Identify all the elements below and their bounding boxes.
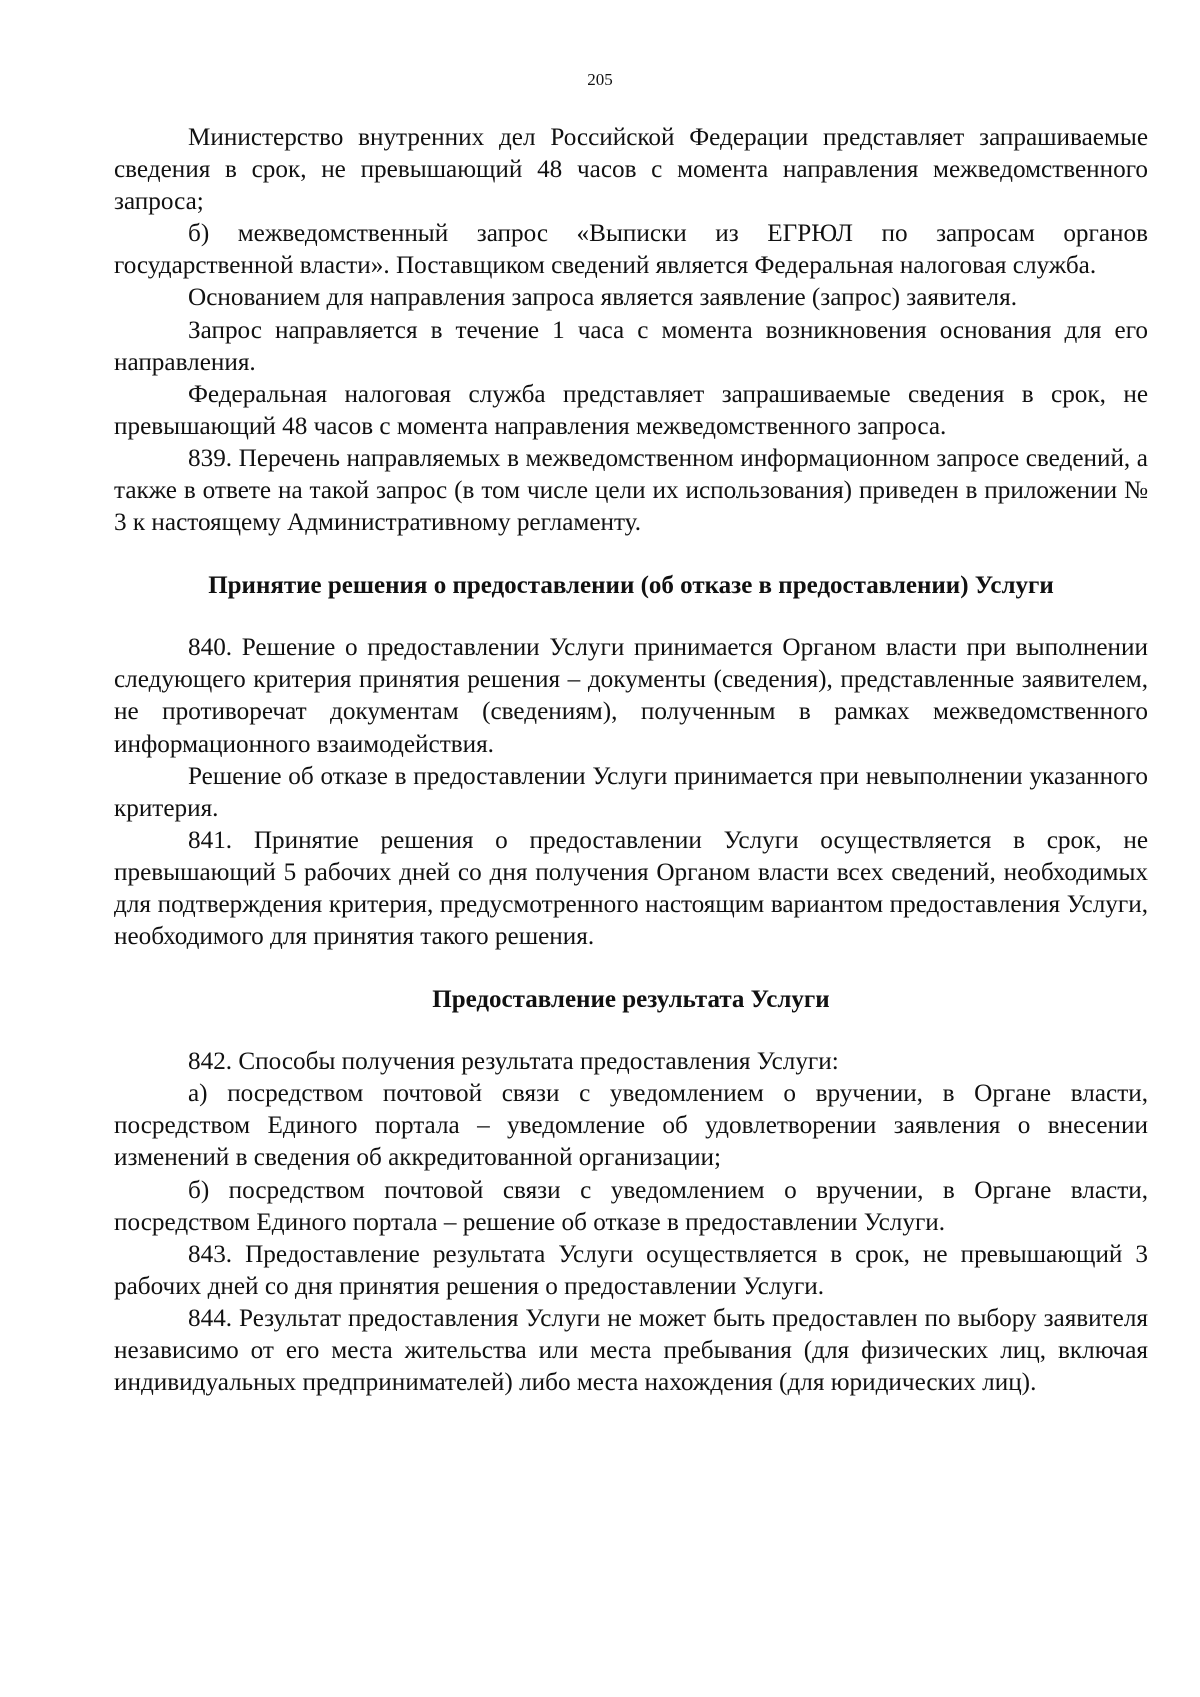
section-heading-result: Предоставление результата Услуги xyxy=(432,986,830,1014)
paragraph: б) межведомственный запрос «Выписки из ЕГРЮЛ по запросам органов государственной власти». Поставщиком сведений является Федеральная налоговая служба. xyxy=(114,220,1148,280)
paragraph: 839. Перечень направляемых в межведомственном информационном запросе сведений, а также в ответе на такой запрос (в том числе цели их использования) приведен в приложении № 3 к настоящему Административному регламенту. xyxy=(114,444,1148,537)
paragraph: Основанием для направления запроса является заявление (запрос) заявителя. xyxy=(188,284,1017,312)
paragraph: 840. Решение о предоставлении Услуги принимается Органом власти при выполнении следующего критерия принятия решения – документы (сведения), представленные заявителем, не противоречат документам (сведениям), полученным в рамках межведомственного информационного взаимодействия. xyxy=(114,634,1148,758)
paragraph: а) посредством почтовой связи с уведомлением о вручении, в Органе власти, посредством Единого портала – уведомление об удовлетворении заявления о внесении изменений в сведения об аккредитованной организации; xyxy=(114,1080,1148,1172)
paragraph: Запрос направляется в течение 1 часа с момента возникновения основания для его направления. xyxy=(114,316,1148,376)
section-heading-decision: Принятие решения о предоставлении (об отказе в предоставлении) Услуги xyxy=(208,572,1054,600)
paragraph: 841. Принятие решения о предоставлении Услуги осуществляется в срок, не превышающий 5 рабочих дней со дня получения Органом власти всех сведений, необходимых для подтверждения критерия, предусмотренного настоящим вариантом предоставления Услуги, необходимого для принятия такого решения. xyxy=(114,826,1148,951)
paragraph: 844. Результат предоставления Услуги не может быть предоставлен по выбору заявителя независимо от его места жительства или места пребывания (для физических лиц, включая индивидуальных предпринимателей) либо места нахождения (для юридических лиц). xyxy=(114,1304,1148,1397)
paragraph: Министерство внутренних дел Российской Федерации представляет запрашиваемые сведения в срок, не превышающий 48 часов с момента направления межведомственного запроса; xyxy=(114,124,1148,216)
paragraph: Решение об отказе в предоставлении Услуги принимается при невыполнении указанного критерия. xyxy=(114,762,1148,822)
paragraph: б) посредством почтовой связи с уведомлением о вручении, в Органе власти, посредством Единого портала – решение об отказе в предоставлении Услуги. xyxy=(114,1176,1148,1236)
paragraph: 843. Предоставление результата Услуги осуществляется в срок, не превышающий 3 рабочих дней со дня принятия решения о предоставлении Услуги. xyxy=(114,1240,1148,1300)
paragraph: 842. Способы получения результата предоставления Услуги: xyxy=(188,1048,839,1076)
paragraph: Федеральная налоговая служба представляет запрашиваемые сведения в срок, не превышающий 48 часов с момента направления межведомственного запроса. xyxy=(114,380,1148,440)
document-body xyxy=(114,122,1148,1399)
page-number: 205 xyxy=(587,70,613,89)
